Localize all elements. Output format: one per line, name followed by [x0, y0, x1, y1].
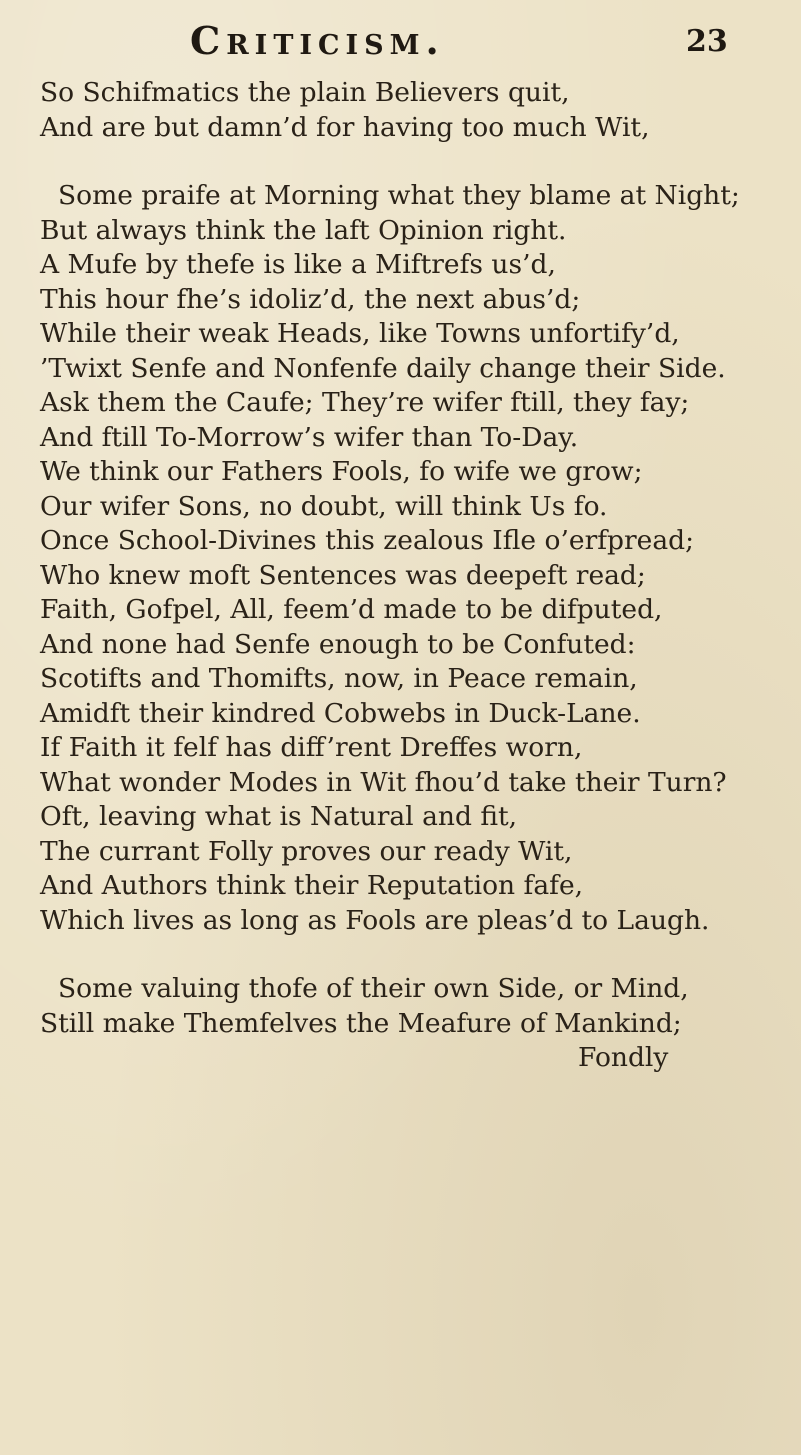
verse-line: What wonder Modes in Wit fhou’d take their Turn? [40, 766, 727, 798]
verse-line: Our wifer Sons, no doubt, will think Us fo. [40, 490, 608, 522]
running-title: Criticism. [190, 18, 445, 63]
verse-line: Scotifts and Thomifts, now, in Peace remain, [40, 663, 638, 694]
poem-text [0, 76, 801, 1076]
stanza [0, 76, 801, 145]
page-number: 23 [686, 24, 728, 59]
verse-line: Amidft their kindred Cobwebs in Duck-Lane. [40, 697, 641, 729]
verse-line: We think our Fathers Fools, fo wife we grow; [40, 456, 643, 487]
verse-line: If Faith it felf has diff’rent Dreffes worn, [40, 732, 583, 763]
verse-line: Ask them the Caufe; They’re wifer ftill, they fay; [40, 387, 690, 418]
verse-line: But always think the laft Opinion right. [40, 214, 567, 246]
verse-line: While their weak Heads, like Towns unfortify’d, [40, 318, 680, 349]
verse-line: Once School-Divines this zealous Ifle o’erfpread; [40, 525, 695, 556]
verse-line: Still make Themfelves the Meafure of Mankind; [40, 1007, 682, 1039]
verse-line: ’Twixt Senfe and Nonfenfe daily change their Side. [40, 352, 726, 384]
verse-line: And ftill To-Morrow’s wifer than To-Day. [40, 421, 579, 453]
verse-line: So Schifmatics the plain Believers quit, [40, 77, 570, 108]
verse-line: Oft, leaving what is Natural and fit, [40, 801, 518, 832]
verse-line: The currant Folly proves our ready Wit, [40, 835, 573, 867]
verse-line: Some valuing thofe of their own Side, or Mind, [58, 973, 689, 1004]
verse-line: Faith, Gofpel, All, feem’d made to be difputed, [40, 594, 663, 625]
verse-line: And Authors think their Reputation fafe, [40, 870, 584, 901]
catchword: Fondly [578, 1042, 669, 1073]
verse-line: Which lives as long as Fools are pleas’d to Laugh. [40, 904, 710, 936]
stanza-break [0, 938, 801, 972]
verse-line: Who knew moft Sentences was deepeft read; [40, 559, 646, 591]
stanza [0, 972, 801, 1041]
running-head [0, 18, 801, 68]
verse-line: And none had Senfe enough to be Confuted: [40, 628, 636, 660]
verse-line: A Mufe by thefe is like a Miftrefs us’d, [40, 249, 556, 280]
stanza [0, 179, 801, 938]
verse-line: And are but damn’d for having too much Wit, [40, 111, 650, 143]
stanza-break [0, 145, 801, 179]
verse-line: This hour fhe’s idoliz’d, the next abus’d; [40, 283, 581, 315]
verse-line: Some praife at Morning what they blame at Night; [58, 180, 740, 211]
